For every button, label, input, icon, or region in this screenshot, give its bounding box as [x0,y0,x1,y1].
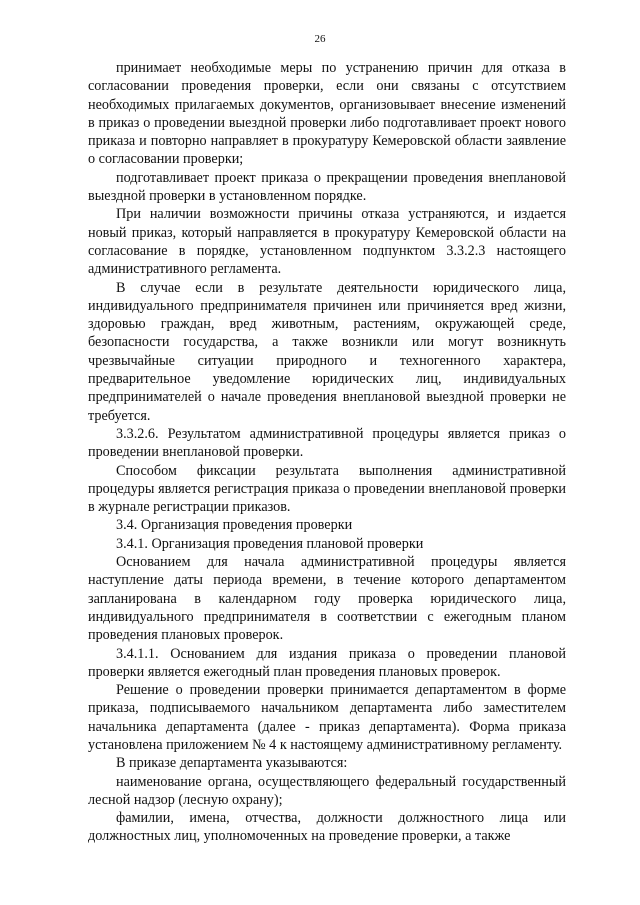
page-number: 26 [314,33,326,45]
section-heading: 3.4. Организация проведения проверки [116,517,353,534]
paragraph: 3.3.2.6. Результатом административной процедуры является приказ о проведении внеплановой проверки. [88,425,566,461]
paragraph: Решение о проведении проверки принимается департаментом в форме приказа, подписываемого начальником департамента либо заместителем начальника департамента (далее - приказ департамента). Форма приказа установлена приложением № 4 к настоящему административному регламенту. [88,682,566,753]
paragraph: Основанием для начала административной процедуры является наступление даты периода времени, в течение которого департаментом запланирована в календарном году проверка юридического лица, индивидуального предпринимателя в соответствии с ежегодным планом проведения плановых проверок. [88,554,566,644]
paragraph: принимает необходимые меры по устранению причин для отказа в согласовании проведения проверки, если они связаны с отсутствием необходимых прилагаемых документов, организовывает внесение изменений в приказ о проведении выездной проверки либо подготавливает проект нового приказа и повторно направляет в прокуратуру Кемеровской области заявление о согласовании проверки; [88,60,566,168]
paragraph: подготавливает проект приказа о прекращении проведения внеплановой выездной проверки в установленном порядке. [88,169,566,205]
paragraph: В случае если в результате деятельности юридического лица, индивидуального предпринимателя причинен или причиняется вред жизни, здоровью граждан, вред животным, растениям, окружающей среде, безопасности государства, а также возникли или могут возникнуть чрезвычайные ситуации природного и техногенного характера, предварительное уведомление юридических лиц, индивидуальных предпринимателей о начале проведения внеплановой выездной проверки не требуется. [88,279,566,424]
paragraph: фамилии, имена, отчества, должности должностного лица или должностных лиц, уполномоченных на проведение проверки, а также [88,810,566,845]
paragraph: 3.4.1.1. Основанием для издания приказа о проведении плановой проверки является ежегодный план проведения плановых проверок. [88,645,566,680]
paragraph: При наличии возможности причины отказа устраняются, и издается новый приказ, который направляется в прокуратуру Кемеровской области на согласование в порядке, установленном подпунктом 3.3.2.3 настоящего административного регламента. [88,206,566,278]
paragraph: В приказе департамента указываются: [116,755,348,772]
document-body [88,59,566,846]
subsection-heading: 3.4.1. Организация проведения плановой проверки [116,535,424,552]
paragraph: Способом фиксации результата выполнения административной процедуры является регистрация приказа о проведении внеплановой проверки в журнале регистрации приказов. [88,462,566,516]
paragraph: наименование органа, осуществляющего федеральный государственный лесной надзор (лесную охрану); [88,773,566,808]
